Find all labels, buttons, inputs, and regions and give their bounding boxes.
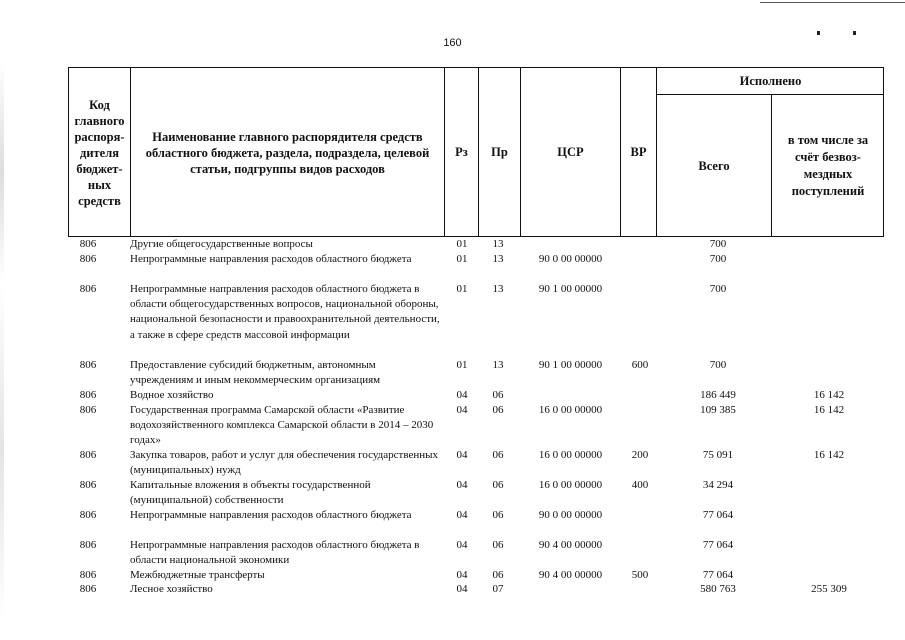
- cell-csr: 90 0 00 00000: [538, 253, 603, 265]
- cell-code: 806: [79, 583, 97, 595]
- cell-rz: 01: [456, 253, 468, 265]
- header-executed: Исполнено: [656, 67, 884, 94]
- cell-vr: 200: [631, 449, 649, 461]
- cell-code: 806: [79, 479, 97, 491]
- cell-free: 16 142: [813, 449, 845, 461]
- cell-total: 75 091: [702, 449, 734, 461]
- page-number: 160: [443, 37, 462, 49]
- cell-name: Капитальные вложения в объекты государственной (муниципальной) собственности: [130, 479, 371, 507]
- cell-pr: 06: [492, 509, 504, 521]
- cell-code: 806: [79, 283, 97, 295]
- cell-total: 109 385: [700, 404, 736, 416]
- cell-rz: 04: [456, 404, 468, 416]
- cell-free: 16 142: [813, 389, 845, 401]
- top-border-line: [760, 2, 905, 3]
- cell-name: Непрограммные направления расходов областного бюджета: [130, 253, 412, 265]
- scan-edge-shadow: [0, 60, 4, 620]
- cell-name: Закупка товаров, работ и услуг для обеспечения государственных (муниципальных) нужд: [130, 449, 439, 477]
- cell-name: Непрограммные направления расходов областного бюджета в области общегосударственных вопросов, национальной обороны, национальной безопасности и правоохранительной деятельности, а также в сфере средств массовой информации: [130, 283, 440, 341]
- header-csr: ЦСР: [520, 67, 620, 237]
- cell-total: 186 449: [700, 389, 736, 401]
- cell-name: Водное хозяйство: [130, 389, 214, 401]
- cell-pr: 13: [492, 283, 504, 295]
- cell-code: 806: [79, 449, 97, 461]
- cell-name: Непрограммные направления расходов областного бюджета: [130, 509, 412, 521]
- cell-total: 580 763: [700, 583, 736, 595]
- cell-csr: 90 1 00 00000: [538, 359, 603, 371]
- cell-code: 806: [79, 359, 97, 371]
- cell-pr: 06: [492, 449, 504, 461]
- cell-vr: 500: [631, 569, 649, 581]
- cell-total: 700: [709, 253, 727, 265]
- cell-pr: 13: [492, 359, 504, 371]
- cell-rz: 04: [456, 583, 468, 595]
- cell-total: 700: [709, 283, 727, 295]
- header-incl-free: в том числе за счёт безвоз-мездных поступлений: [771, 94, 884, 237]
- cell-csr: 16 0 00 00000: [538, 449, 603, 461]
- cell-csr: 90 1 00 00000: [538, 283, 603, 295]
- cell-rz: 04: [456, 479, 468, 491]
- cell-code: 806: [79, 509, 97, 521]
- cell-vr: 600: [631, 359, 649, 371]
- cell-total: 77 064: [702, 539, 734, 551]
- cell-pr: 13: [492, 253, 504, 265]
- cell-csr: 90 4 00 00000: [538, 539, 603, 551]
- cell-rz: 01: [456, 359, 468, 371]
- cell-total: 34 294: [702, 479, 734, 491]
- cell-pr: 06: [492, 539, 504, 551]
- cell-pr: 06: [492, 569, 504, 581]
- cell-total: 77 064: [702, 569, 734, 581]
- cell-name: Предоставление субсидий бюджетным, автономным учреждениям и иным некоммерческим организациям: [130, 359, 381, 387]
- cell-vr: 400: [631, 479, 649, 491]
- header-rz: Рз: [444, 67, 478, 237]
- cell-rz: 01: [456, 238, 468, 250]
- cell-rz: 04: [456, 449, 468, 461]
- cell-name: Межбюджетные трансферты: [130, 569, 265, 581]
- cell-rz: 04: [456, 569, 468, 581]
- cell-name: Непрограммные направления расходов областного бюджета в области национальной экономики: [130, 539, 420, 567]
- cell-pr: 06: [492, 479, 504, 491]
- cell-pr: 07: [492, 583, 504, 595]
- header-name: Наименование главного распорядителя средств областного бюджета, раздела, подраздела, целевой статьи, подгруппы видов расходов: [130, 67, 444, 237]
- cell-pr: 06: [492, 389, 504, 401]
- cell-name: Лесное хозяйство: [130, 583, 213, 595]
- cell-total: 700: [709, 238, 727, 250]
- cell-rz: 04: [456, 509, 468, 521]
- cell-code: 806: [79, 389, 97, 401]
- cell-pr: 13: [492, 238, 504, 250]
- cell-rz: 01: [456, 283, 468, 295]
- header-code: Код главного распоря-дителя бюджет-ных средств: [68, 67, 130, 237]
- cell-name: Государственная программа Самарской области «Развитие водохозяйственного комплекса Самарской области в 2014 – 2030 годах»: [130, 404, 434, 447]
- header-pr: Пр: [478, 67, 520, 237]
- cell-free: 16 142: [813, 404, 845, 416]
- cell-name: Другие общегосударственные вопросы: [130, 238, 313, 250]
- header-total: Всего: [656, 94, 771, 237]
- cell-total: 700: [709, 359, 727, 371]
- cell-free: 255 309: [811, 583, 847, 595]
- scan-mark: [853, 31, 856, 35]
- cell-code: 806: [79, 253, 97, 265]
- cell-csr: 90 4 00 00000: [538, 569, 603, 581]
- cell-rz: 04: [456, 539, 468, 551]
- cell-code: 806: [79, 238, 97, 250]
- cell-pr: 06: [492, 404, 504, 416]
- table-header: [68, 67, 884, 237]
- cell-code: 806: [79, 569, 97, 581]
- scan-mark: [817, 31, 820, 35]
- header-vr: ВР: [620, 67, 656, 237]
- cell-total: 77 064: [702, 509, 734, 521]
- cell-code: 806: [79, 404, 97, 416]
- cell-csr: 90 0 00 00000: [538, 509, 603, 521]
- cell-csr: 16 0 00 00000: [538, 479, 603, 491]
- cell-csr: 16 0 00 00000: [538, 404, 603, 416]
- cell-code: 806: [79, 539, 97, 551]
- cell-rz: 04: [456, 389, 468, 401]
